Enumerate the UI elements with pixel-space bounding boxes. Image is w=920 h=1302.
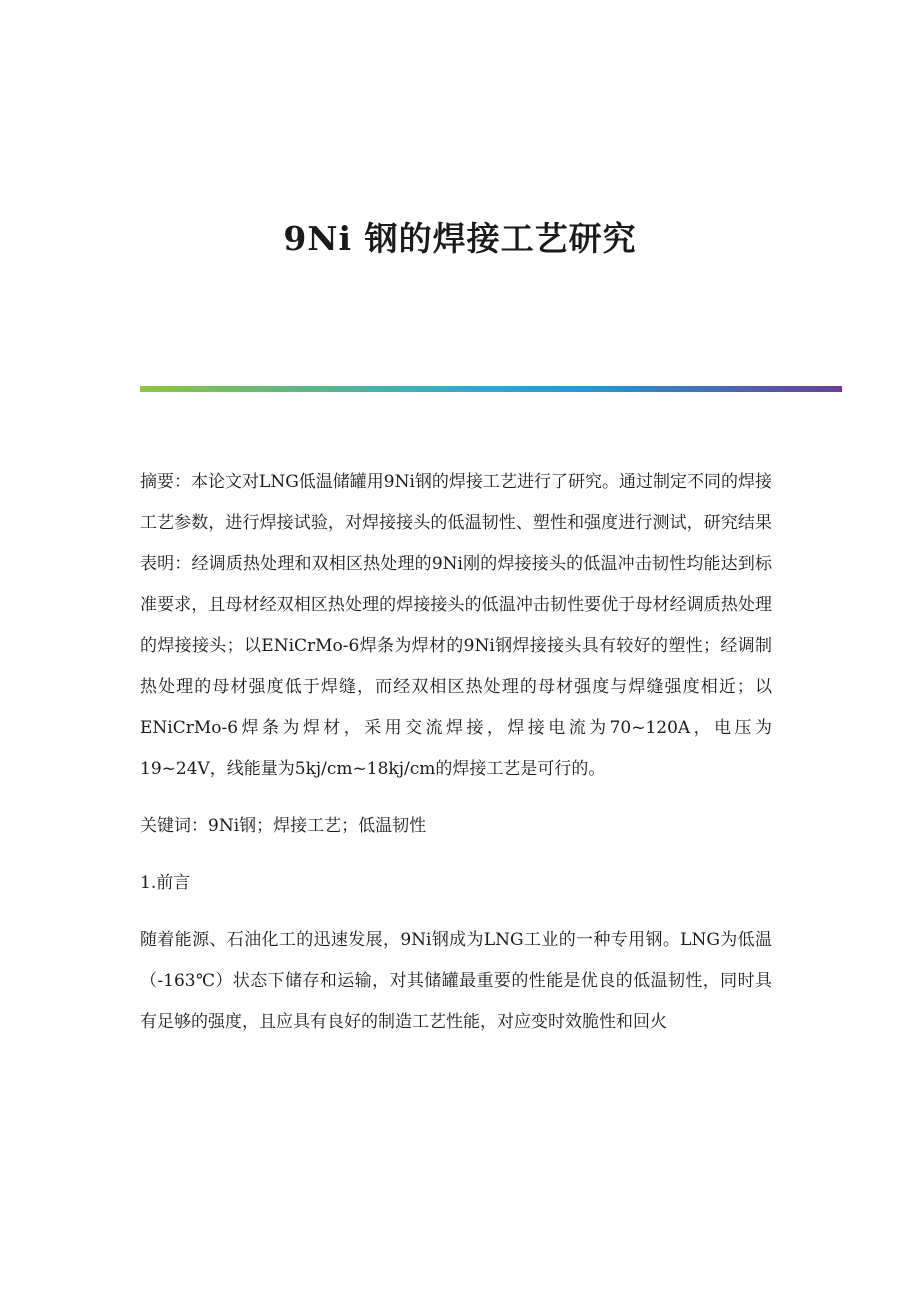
- abstract-paragraph: 摘要：本论文对LNG低温储罐用9Ni钢的焊接工艺进行了研究。通过制定不同的焊接工艺参数，进行焊接试验，对焊接接头的低温韧性、塑性和强度进行测试，研究结果表明：经调质热处理和双相区热处理的9Ni刚的焊接接头的低温冲击韧性均能达到标准要求，且母材经双相区热处理的焊接接头的低温冲击韧性要优于母材经调质热处理的焊接接头；以ENiCrMo-6焊条为焊材的9Ni钢焊接接头具有较好的塑性；经调制热处理的母材强度低于焊缝，而经双相区热处理的母材强度与焊缝强度相近；以ENiCrMo-6焊条为焊材，采用交流焊接，焊接电流为70~120A，电压为19~24V，线能量为5kj/cm~18kj/cm的焊接工艺是可行的。: [140, 472, 772, 779]
- paper-title: 9Ni 钢的焊接工艺研究: [283, 219, 637, 258]
- section-heading: 1.前言: [140, 873, 191, 893]
- title-divider: [140, 386, 842, 392]
- intro-paragraph: 随着能源、石油化工的迅速发展，9Ni钢成为LNG工业的一种专用钢。LNG为低温（-163℃）状态下储存和运输，对其储罐最重要的性能是优良的低温韧性，同时具有足够的强度，且应具有良好的制造工艺性能，对应变时效脆性和回火: [140, 930, 772, 1032]
- keywords-paragraph: 关键词：9Ni钢；焊接工艺；低温韧性: [140, 816, 427, 836]
- paper-body: [140, 462, 772, 1043]
